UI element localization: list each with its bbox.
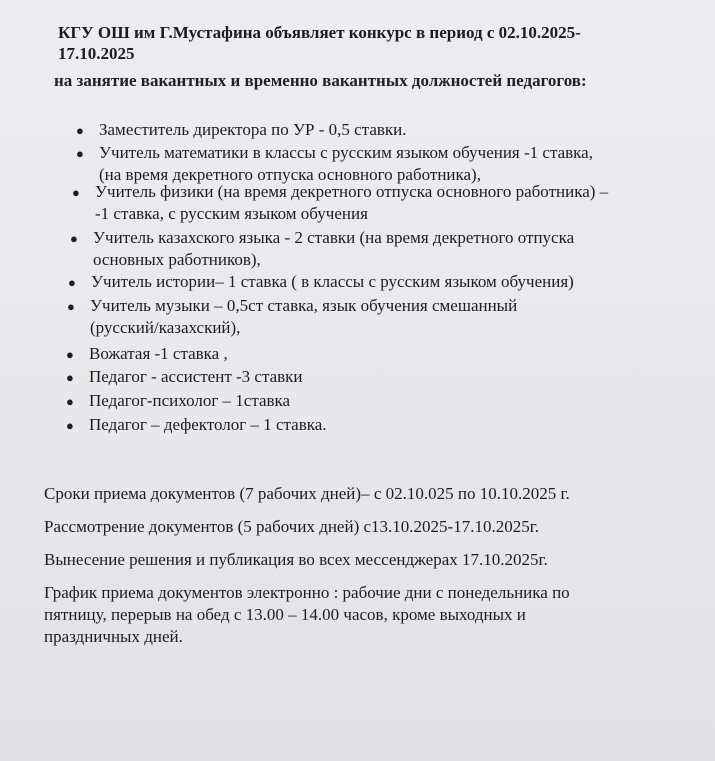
reception-schedule-line: праздничных дней. xyxy=(44,627,183,646)
vacancy-text-continued: основных работников), xyxy=(93,250,261,269)
vacancy-text: Учитель казахского языка - 2 ставки (на время декретного отпуска xyxy=(93,228,575,247)
reception-schedule-line: пятницу, перерыв на обед с 13.00 – 14.00 часов, кроме выходных и xyxy=(44,605,526,624)
vacancy-text-continued: -1 ставка, с русским языком обучения xyxy=(95,204,368,223)
vacancy-item xyxy=(95,181,608,225)
document-review: Рассмотрение документов (5 рабочих дней) с13.10.2025-17.10.2025г. xyxy=(44,517,540,536)
vacancy-item xyxy=(89,414,327,436)
bullet-icon: ● xyxy=(68,275,76,290)
bullet-icon: ● xyxy=(70,231,78,246)
bullet-icon: ● xyxy=(66,418,74,433)
vacancy-item xyxy=(89,343,228,365)
vacancy-text: Учитель физики (на время декретного отпуска основного работника) – xyxy=(95,182,609,201)
bullet-icon: ● xyxy=(66,394,74,409)
vacancy-text: Заместитель директора по УР - 0,5 ставки. xyxy=(99,120,407,139)
heading-line-1: КГУ ОШ им Г.Мустафина объявляет конкурс в период с 02.10.2025- xyxy=(58,23,581,42)
bullet-icon: ● xyxy=(67,299,75,314)
intro-text: на занятие вакантных и временно вакантных должностей педагогов: xyxy=(54,71,587,90)
bullet-icon: ● xyxy=(76,123,84,138)
vacancy-text: Учитель музыки – 0,5ст ставка, язык обучения смешанный xyxy=(90,296,518,315)
vacancy-text: Педагог-психолог – 1ставка xyxy=(89,391,291,410)
vacancy-text: Вожатая -1 ставка , xyxy=(89,344,228,363)
decision-publication: Вынесение решения и публикация во всех мессенджерах 17.10.2025г. xyxy=(44,550,548,569)
bullet-icon: ● xyxy=(66,347,74,362)
bullet-icon: ● xyxy=(76,146,84,161)
document-deadline: Сроки приема документов (7 рабочих дней)– с 02.10.025 по 10.10.2025 г. xyxy=(44,484,570,503)
vacancy-item xyxy=(89,390,290,412)
vacancy-item xyxy=(99,142,593,186)
vacancy-text-continued: (русский/казахский), xyxy=(90,318,241,337)
bullet-icon: ● xyxy=(66,370,74,385)
announcement-heading xyxy=(58,22,658,64)
vacancy-item xyxy=(99,119,407,141)
reception-schedule-line: График приема документов электронно : рабочие дни с понедельника по xyxy=(44,583,570,602)
vacancy-item xyxy=(93,227,574,271)
reception-schedule xyxy=(44,582,570,648)
vacancy-item xyxy=(89,366,303,388)
vacancy-item xyxy=(90,295,517,339)
vacancy-text: Педагог – дефектолог – 1 ставка. xyxy=(89,415,327,434)
bullet-icon: ● xyxy=(72,185,80,200)
vacancy-text-continued: (на время декретного отпуска основного работника), xyxy=(99,165,481,184)
heading-line-2: 17.10.2025 xyxy=(58,44,135,63)
vacancy-text: Учитель истории– 1 ставка ( в классы с русским языком обучения) xyxy=(91,272,574,291)
vacancy-item xyxy=(91,271,574,293)
vacancy-text: Педагог - ассистент -3 ставки xyxy=(89,367,303,386)
vacancy-text: Учитель математики в классы с русским языком обучения -1 ставка, xyxy=(99,143,593,162)
